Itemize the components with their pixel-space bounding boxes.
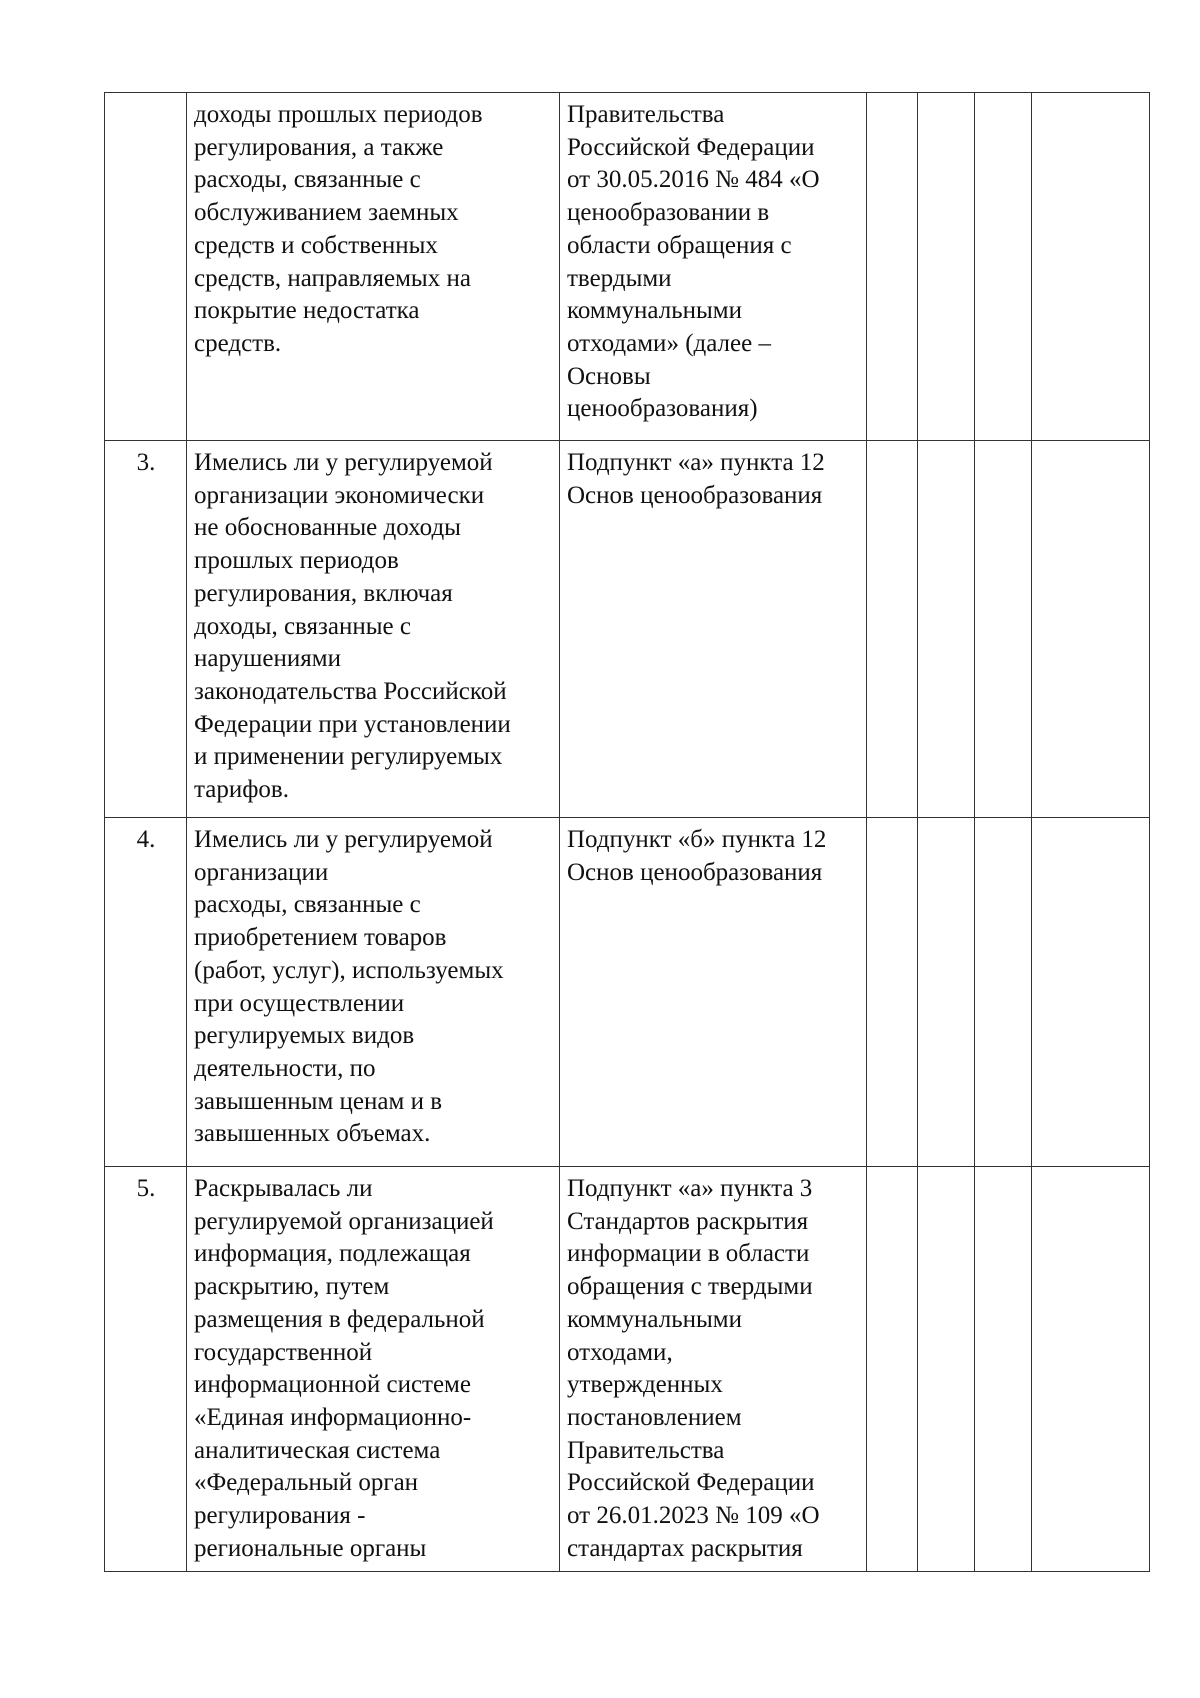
row-number: 4. [105,818,187,1167]
answer-cell-yes [867,441,918,818]
answer-cell-not-applicable [975,441,1032,818]
table-row [105,93,1150,441]
row-number: 5. [105,1167,187,1572]
answer-cell-not-applicable [975,93,1032,441]
answer-cell-no [918,93,975,441]
question-text: Раскрывалась ли регулируемой организацией информация, подлежащая раскрытию, путем размещения в федеральной государственной информационной системе «Единая информационно- аналитическая система «Федеральный орган регулирования - региональные органы [187,1167,560,1572]
answer-cell-not-applicable [975,818,1032,1167]
question-text: доходы прошлых периодов регулирования, а также расходы, связанные с обслуживанием заемных средств и собственных средств, направляемых на покрытие недостатка средств. [187,93,560,441]
table-row [105,441,1150,818]
answer-cell-yes [867,818,918,1167]
answer-cell-yes [867,1167,918,1572]
row-number: 3. [105,441,187,818]
comment-cell [1032,441,1150,818]
requirement-reference: Подпункт «а» пункта 3 Стандартов раскрытия информации в области обращения с твердыми коммунальными отходами, утвержденных постановлением Правительства Российской Федерации от 26.01.2023 № 109 «О стандартах раскрытия [560,1167,867,1572]
answer-cell-not-applicable [975,1167,1032,1572]
comment-cell [1032,93,1150,441]
answer-cell-no [918,818,975,1167]
requirement-reference: Правительства Российской Федерации от 30.05.2016 № 484 «О ценообразовании в области обращения с твердыми коммунальными отходами» (далее – Основы ценообразования) [560,93,867,441]
comment-cell [1032,818,1150,1167]
requirement-reference: Подпункт «б» пункта 12 Основ ценообразования [560,818,867,1167]
comment-cell [1032,1167,1150,1572]
table-row [105,818,1150,1167]
question-text: Имелись ли у регулируемой организации расходы, связанные с приобретением товаров (работ, услуг), используемых при осуществлении регулируемых видов деятельности, по завышенным ценам и в завышенных объемах. [187,818,560,1167]
answer-cell-no [918,1167,975,1572]
answer-cell-no [918,441,975,818]
checklist-table [104,92,1150,1572]
question-text: Имелись ли у регулируемой организации экономически не обоснованные доходы прошлых периодов регулирования, включая доходы, связанные с нарушениями законодательства Российской Федерации при установлении и применении регулируемых тарифов. [187,441,560,818]
requirement-reference: Подпункт «а» пункта 12 Основ ценообразования [560,441,867,818]
row-number [105,93,187,441]
answer-cell-yes [867,93,918,441]
table-row [105,1167,1150,1572]
